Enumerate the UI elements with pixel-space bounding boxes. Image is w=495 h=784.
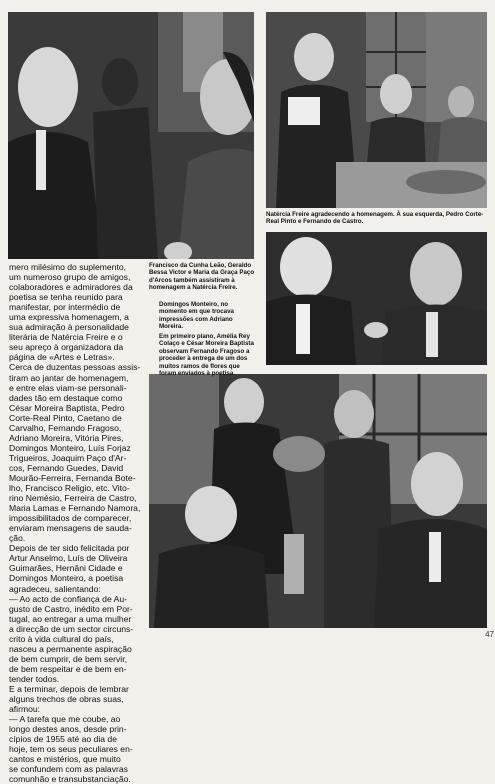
photo-domingos-monteiro-adriano-moreira bbox=[266, 232, 487, 365]
article-line: alguns trechos de obras suas, bbox=[9, 694, 124, 705]
article-line: sua admiração à personalidade bbox=[9, 322, 129, 333]
article-line: E a terminar, depois de lembrar bbox=[9, 683, 129, 694]
article-line: dades tão em destaque como bbox=[9, 392, 123, 403]
article-line: César Moreira Baptista, Pedro bbox=[9, 402, 125, 413]
article-line: Depois de ter sido felicitada por bbox=[9, 543, 130, 554]
article-line: tugal, ao entregar a uma mulher bbox=[9, 613, 132, 624]
article-line: Guimarães, Hernâni Cidade e bbox=[9, 563, 123, 574]
article-line: se confundem com as palavras bbox=[9, 764, 128, 775]
article-line: Trigueiros, Joaquim Paço d'Ar- bbox=[9, 452, 127, 463]
article-line: crito à vida cultural do país, bbox=[9, 633, 114, 644]
article-line: ção. bbox=[9, 533, 26, 544]
article-line: de bem respeitar e de bem en- bbox=[9, 663, 127, 674]
article-line: a direcção de um sector circuns- bbox=[9, 623, 134, 634]
article-line: tiram ao jantar de homenagem, bbox=[9, 372, 129, 383]
article-line: Carvalho, Fernando Fragoso, bbox=[9, 422, 122, 433]
article-line: Domingos Monteiro, a poetisa bbox=[9, 573, 124, 584]
article-line: cantos e mistérios, que muito bbox=[9, 754, 121, 765]
article-line: manifestar, por intermédio de bbox=[9, 302, 121, 313]
caption-natercia-freire: Natércia Freire agradecendo a homenagem. À sua esquerda, Pedro Corte-Real Pinto e Fernando de Castro. bbox=[266, 211, 484, 226]
article-line: lho, Francisco Religio, etc. Vito- bbox=[9, 483, 130, 494]
article-line: cípios de 1955 até ao dia de bbox=[9, 734, 117, 745]
article-line: página de «Artes e Letras». bbox=[9, 352, 115, 363]
article-line: Maria Lamas e Fernando Namora, bbox=[9, 503, 141, 514]
article-line: longo destes anos, desde prin- bbox=[9, 724, 127, 735]
caption-guests-list: Francisco da Cunha Leão, Geraldo Bessa Victor e Maria da Graça Paço d'Arcos também assistiram à homenagem a Natércia Freire. bbox=[149, 262, 255, 292]
article-line: hoje, tem os seus peculiares en- bbox=[9, 744, 133, 755]
page-number: 47 bbox=[485, 630, 494, 639]
photo-flowers-presentation bbox=[149, 374, 487, 628]
article-line: de bem cumprir, de bem servir, bbox=[9, 653, 127, 664]
article-line: comunhão e transubstanciação. bbox=[9, 774, 131, 784]
photo-guests-top-left bbox=[8, 12, 254, 259]
article-line: e entre elas viam-se personali- bbox=[9, 382, 127, 393]
article-line: literária de Natércia Freire e o bbox=[9, 332, 123, 343]
article-line: agradeceu, salientando: bbox=[9, 583, 101, 594]
article-body bbox=[9, 262, 149, 784]
caption-domingos-monteiro: Domingos Monteiro, no momento em que trocava impressões com Adriano Moreira. bbox=[159, 301, 234, 331]
caption-flowers-presentation: Em primeiro plano, Amélia Rey Colaço e César Moreira Baptista observam Fernando Fragoso a proceder à entrega de um dos muitos ramos de flores que foram enviados à poetisa. bbox=[159, 333, 254, 378]
article-line: tender todos. bbox=[9, 673, 60, 684]
article-line: — A tarefa que me coube, ao bbox=[9, 714, 121, 725]
article-line: Mourão-Ferreira, Fernanda Bote- bbox=[9, 472, 136, 483]
article-line: afirmou: bbox=[9, 704, 41, 715]
article-line: Artur Anselmo, Luís de Oliveira bbox=[9, 553, 128, 564]
article-line: poetisa se tenha reunido para bbox=[9, 292, 123, 303]
article-line: uma expressiva homenagem, a bbox=[9, 312, 129, 323]
article-line: Adriano Moreira, Vitória Pires, bbox=[9, 432, 124, 443]
article-line: mero milésimo do suplemento, bbox=[9, 262, 127, 272]
article-line: colaboradores e admiradores da bbox=[9, 282, 133, 293]
article-line: Domingos Monteiro, Luís Forjaz bbox=[9, 442, 131, 453]
article-line: cos, Fernando Guedes, David bbox=[9, 462, 124, 473]
photo-natercia-freire-speech bbox=[266, 12, 487, 208]
article-line: um numeroso grupo de amigos, bbox=[9, 272, 131, 283]
article-line: Cerca de duzentas pessoas assis- bbox=[9, 362, 141, 373]
article-line: — Ao acto de confiança de Au- bbox=[9, 593, 128, 604]
article-line: rino Nemésio, Ferreira de Castro, bbox=[9, 493, 137, 504]
article-line: impossibilitados de comparecer, bbox=[9, 513, 132, 524]
article-line: seu apreço à organizadora da bbox=[9, 342, 124, 353]
article-line: Corte-Real Pinto, Caetano de bbox=[9, 412, 122, 423]
article-line: nasceu a permanente aspiração bbox=[9, 643, 132, 654]
article-line: enviaram mensagens de sauda- bbox=[9, 523, 132, 534]
article-line: gusto de Castro, inédito em Por- bbox=[9, 603, 133, 614]
